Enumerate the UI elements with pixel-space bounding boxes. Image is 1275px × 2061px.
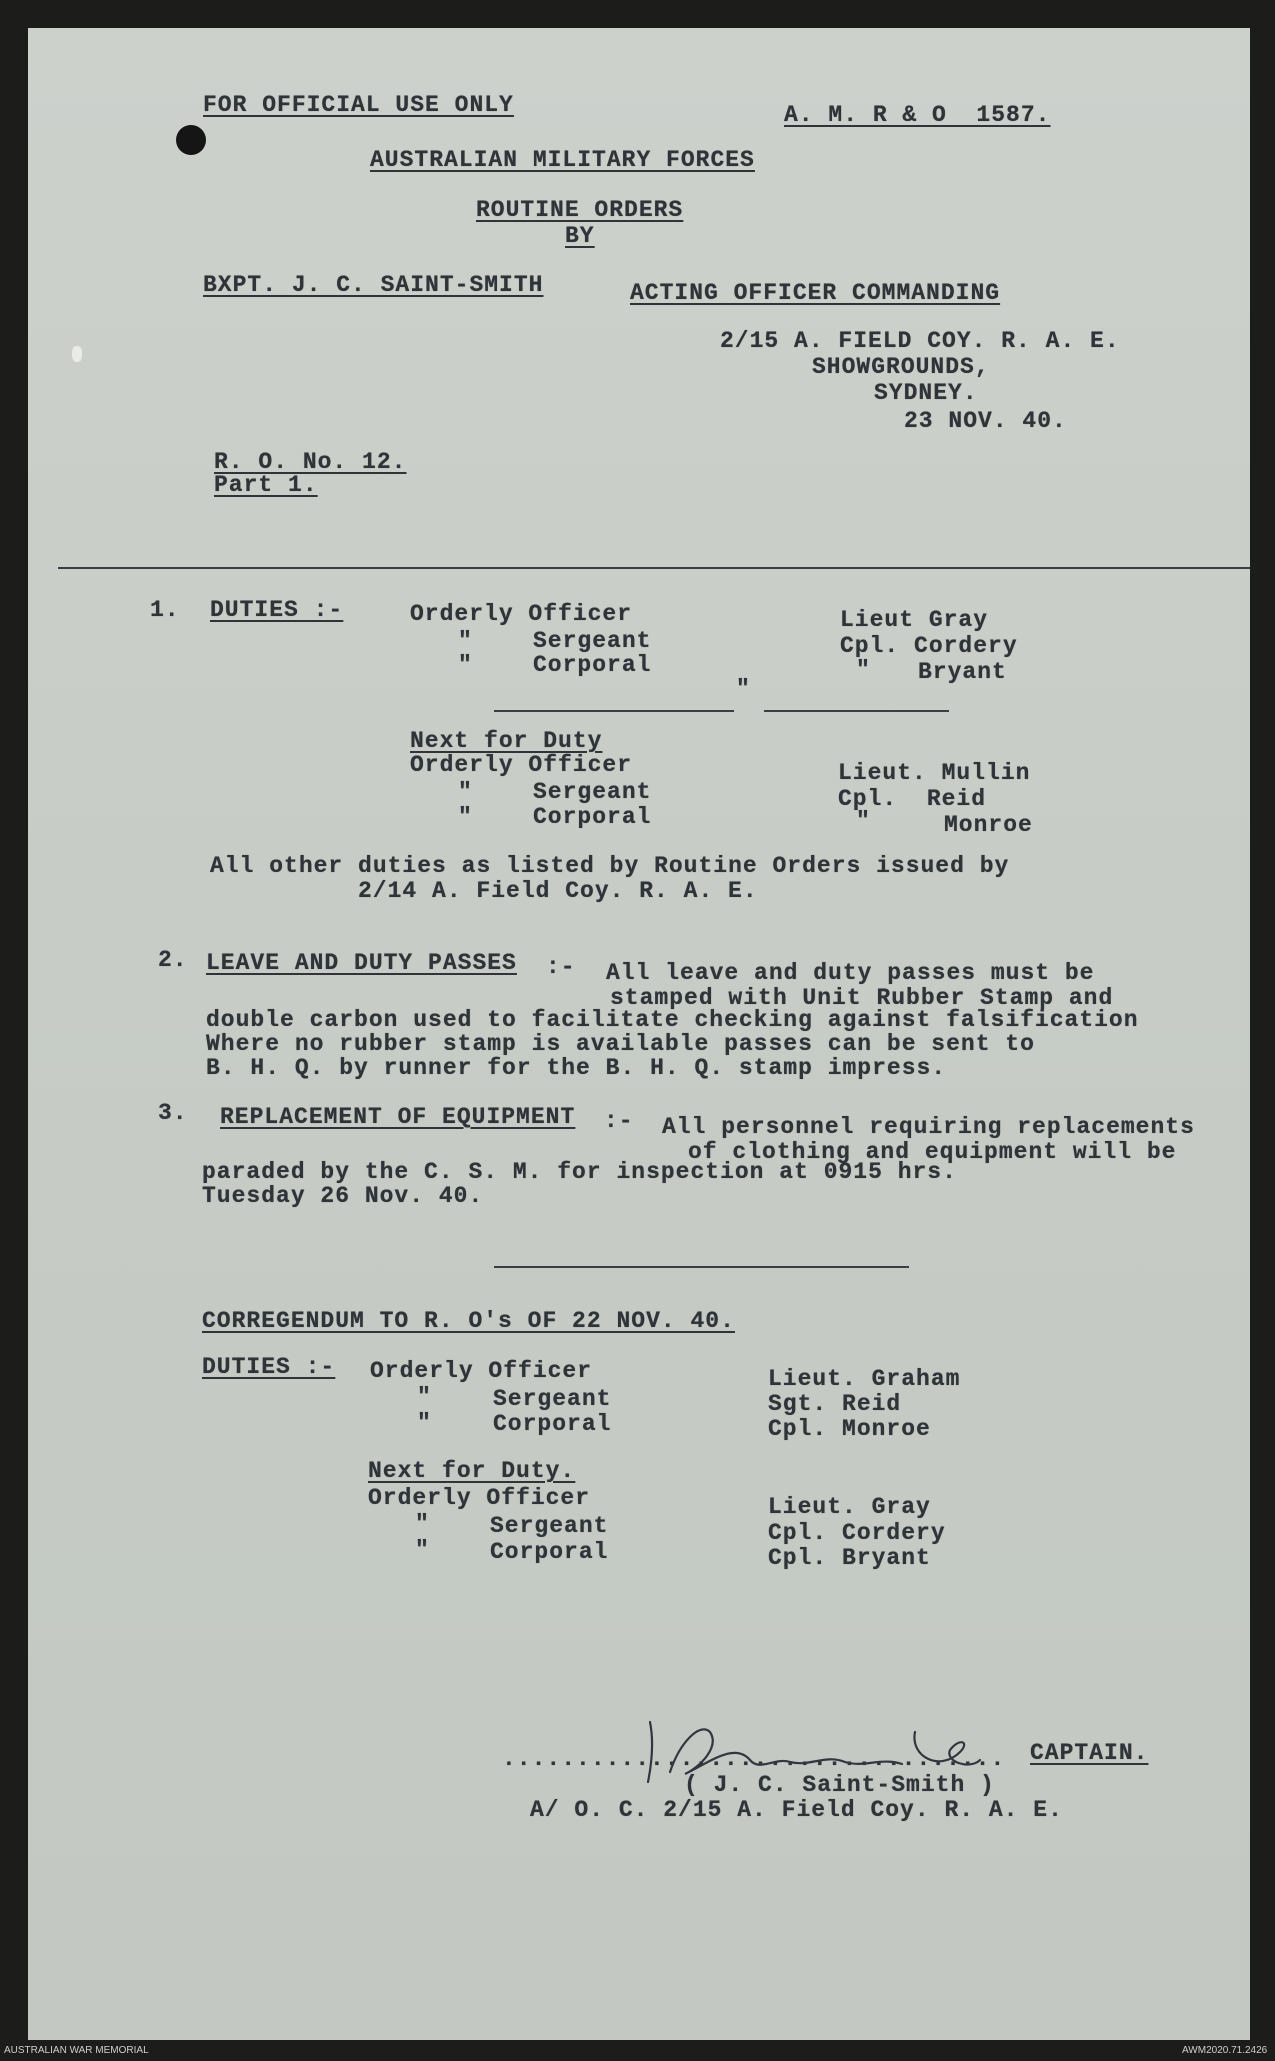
ditto-mark: " [458, 779, 473, 805]
order-date: 23 NOV. 40. [904, 408, 1067, 434]
duty-name: Lieut. Gray [768, 1494, 931, 1520]
item-2-title: LEAVE AND DUTY PASSES [206, 950, 517, 976]
duty-role: Sergeant [493, 1386, 612, 1412]
item-3-text: Tuesday 26 Nov. 40. [202, 1183, 484, 1209]
duty-role: Corporal [493, 1411, 612, 1437]
officer-role: ACTING OFFICER COMMANDING [630, 280, 1001, 306]
item-2-text: double carbon used to facilitate checking against falsification [206, 1007, 1139, 1033]
duty-name: Cpl. Reid [838, 786, 987, 812]
ditto-mark: " [856, 808, 871, 834]
item-2-separator: :- [546, 954, 576, 980]
item-3-text: paraded by the C. S. M. for inspection at 0915 hrs. [202, 1159, 957, 1185]
signatory-name: ( J. C. Saint-Smith ) [684, 1772, 995, 1798]
footer-left-label: AUSTRALIAN WAR MEMORIAL [4, 2045, 149, 2056]
separator-line-left [494, 710, 734, 712]
order-reference: A. M. R & O 1587. [784, 102, 1051, 128]
item-2-number: 2. [158, 947, 188, 973]
ditto-mark: " [415, 1511, 430, 1537]
ditto-mark: " [458, 628, 473, 654]
duty-name: Sgt. Reid [768, 1391, 902, 1417]
corrigendum-next-heading: Next for Duty. [368, 1458, 576, 1484]
item-2-text: All leave and duty passes must be [606, 960, 1095, 986]
item-1-title: DUTIES :- [210, 597, 344, 623]
corrigendum-duties-label: DUTIES :- [202, 1354, 336, 1380]
official-use-label: FOR OFFICIAL USE ONLY [203, 92, 514, 118]
item-3-text: of clothing and equipment will be [688, 1139, 1177, 1165]
duty-name: Lieut. Mullin [838, 760, 1031, 786]
location-line-1: SHOWGROUNDS, [812, 354, 990, 380]
separator-line-right [764, 710, 949, 712]
signature-dots: .................................. [502, 1746, 1006, 1772]
duty-role: Corporal [533, 804, 652, 830]
footer-right-label: AWM2020.71.2426 [1182, 2045, 1268, 2056]
ditto-mark: " [856, 657, 871, 683]
duty-name: Cpl. Monroe [768, 1416, 931, 1442]
duty-role: Corporal [490, 1539, 609, 1565]
duty-name: Lieut Gray [840, 607, 989, 633]
item-3-separator: :- [604, 1108, 634, 1134]
signatory-appointment: A/ O. C. 2/15 A. Field Coy. R. A. E. [530, 1797, 1063, 1823]
part-label: Part 1. [214, 472, 318, 498]
punch-hole [176, 125, 206, 155]
corrigendum-title: CORREGENDUM TO R. O's OF 22 NOV. 40. [202, 1308, 735, 1334]
unit-name: 2/15 A. FIELD COY. R. A. E. [720, 328, 1120, 354]
location-line-2: SYDNEY. [874, 380, 978, 406]
item-3-title: REPLACEMENT OF EQUIPMENT [220, 1104, 576, 1130]
ditto-mark: " [736, 676, 751, 702]
ditto-mark: " [415, 1537, 430, 1563]
item-3-number: 3. [158, 1100, 188, 1126]
item-1-number: 1. [150, 597, 180, 623]
next-for-duty-heading: Next for Duty [410, 728, 603, 754]
item-2-text: Where no rubber stamp is available passes can be sent to [206, 1031, 1035, 1057]
duty-role: Corporal [533, 652, 652, 678]
signature-rank: CAPTAIN. [1030, 1740, 1149, 1766]
duty-name: Lieut. Graham [768, 1366, 961, 1392]
duty-role: Orderly Officer [410, 752, 633, 778]
duty-role: Orderly Officer [370, 1358, 593, 1384]
duty-name: Cpl. Cordery [840, 633, 1018, 659]
ditto-mark: " [417, 1384, 432, 1410]
item-1-note: All other duties as listed by Routine Orders issued by [210, 853, 1010, 879]
duty-role: Orderly Officer [410, 601, 633, 627]
item-1-note: 2/14 A. Field Coy. R. A. E. [358, 878, 758, 904]
duty-role: Orderly Officer [368, 1485, 591, 1511]
routine-order-number: R. O. No. 12. [214, 449, 407, 475]
ditto-mark: " [458, 804, 473, 830]
item-2-text: B. H. Q. by runner for the B. H. Q. stamp impress. [206, 1055, 947, 1081]
ditto-mark: " [458, 652, 473, 678]
forces-heading: AUSTRALIAN MILITARY FORCES [370, 147, 755, 173]
duty-role: Sergeant [533, 779, 652, 805]
duty-name: Monroe [944, 812, 1033, 838]
duty-role: Sergeant [533, 628, 652, 654]
staple-mark [72, 346, 82, 362]
item-3-text: All personnel requiring replacements [662, 1114, 1195, 1140]
duty-name: Bryant [918, 659, 1007, 685]
ditto-mark: " [417, 1410, 432, 1436]
section-divider [494, 1266, 909, 1268]
officer-name: BXPT. J. C. SAINT-SMITH [203, 272, 544, 298]
duty-role: Sergeant [490, 1513, 609, 1539]
duty-name: Cpl. Cordery [768, 1520, 946, 1546]
header-divider [58, 567, 1250, 569]
duty-name: Cpl. Bryant [768, 1545, 931, 1571]
item-2-text: stamped with Unit Rubber Stamp and [610, 985, 1114, 1011]
routine-orders-heading: ROUTINE ORDERS [476, 197, 684, 223]
by-label: BY [565, 223, 595, 249]
